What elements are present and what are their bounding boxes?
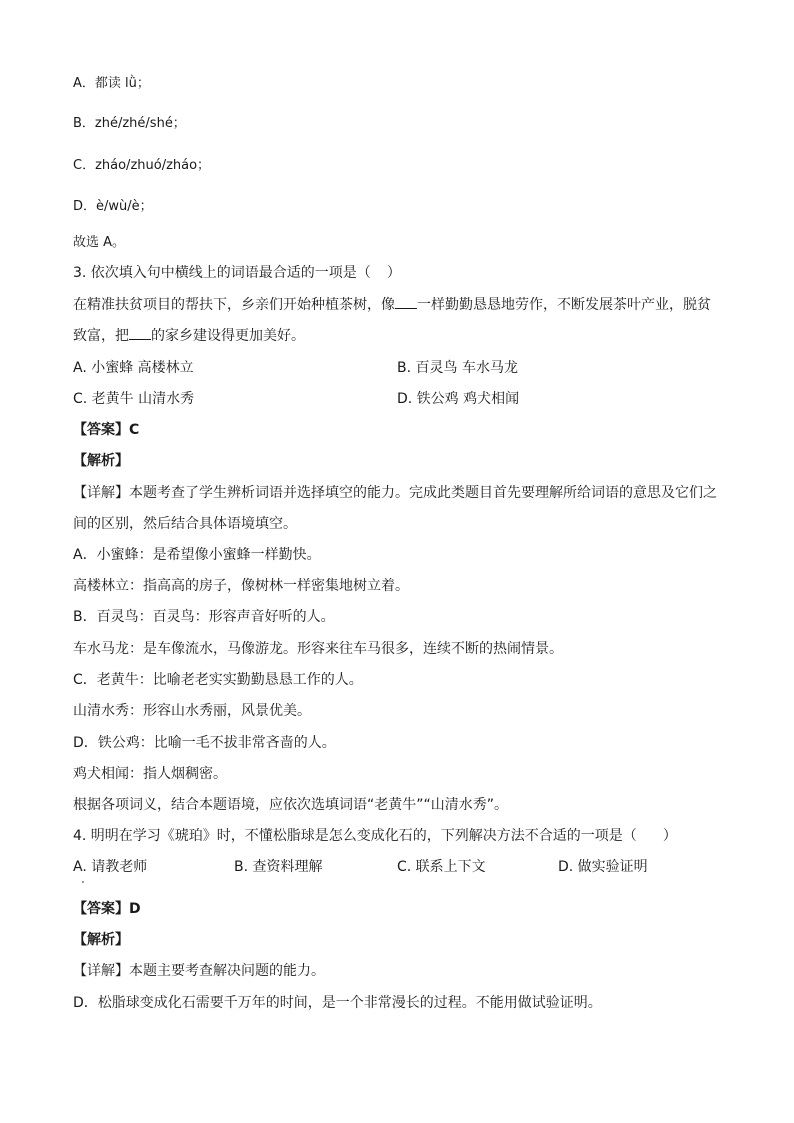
q3-explain-a2: 高楼林立：指高高的房子，像树林一样密集地树立着。 xyxy=(73,578,409,594)
prev-answer-c: C．zháo/zhuó/zháo； xyxy=(73,158,211,173)
q3-text-1b: 一样勤勤恳恳地劳作，不断发展茶叶产业，脱贫 xyxy=(417,297,711,313)
q3-explain-a1: A．小蜜蜂：是希望像小蜜蜂一样勤快。 xyxy=(73,547,321,563)
prev-conclusion: 故选 A。 xyxy=(73,235,126,250)
q4-option-c: C. 联系上下文 xyxy=(397,859,486,875)
q3-blank-2 xyxy=(129,327,151,340)
q4-answer: 【答案】D xyxy=(73,901,141,917)
q3-text-2b: 的家乡建设得更加美好。 xyxy=(151,328,305,344)
q3-text-1a: 在精准扶贫项目的帮扶下，乡亲们开始种植茶树，像 xyxy=(73,297,395,313)
q4-detail: 【详解】本题主要考查解决问题的能力。 xyxy=(73,963,325,979)
q4-explain-d: D．松脂球变成化石需要千万年的时间，是一个非常漫长的过程。不能用做试验证明。 xyxy=(73,995,602,1011)
stray-dot-mark xyxy=(82,881,84,883)
q3-explain-c1: C．老黄牛：比喻老老实实勤勤恳恳工作的人。 xyxy=(73,672,363,688)
prev-answer-d: D．è/wù/è； xyxy=(73,199,153,214)
q3-analysis-label: 【解析】 xyxy=(73,453,129,469)
q4-analysis-label: 【解析】 xyxy=(73,932,129,948)
q4-option-b: B. 查资料理解 xyxy=(234,859,323,875)
q3-explain-b1: B．百灵鸟：百灵鸟：形容声音好听的人。 xyxy=(73,609,335,625)
q3-text-line-1 xyxy=(73,296,711,314)
q3-explain-c2: 山清水秀：形容山水秀丽，风景优美。 xyxy=(73,703,311,719)
q3-answer: 【答案】C xyxy=(73,422,140,438)
q3-title xyxy=(73,264,401,282)
q3-text-line-2 xyxy=(73,327,305,345)
q3-explain-d2: 鸡犬相闻：指人烟稠密。 xyxy=(73,766,227,782)
q4-title-bracket: ） xyxy=(662,828,677,844)
q3-detail-1: 【详解】本题考查了学生辨析词语并选择填空的能力。完成此类题目首先要理解所给词语的意思及它们之 xyxy=(73,485,717,501)
q3-text-2a: 致富，把 xyxy=(73,328,129,344)
q3-explain-b2: 车水马龙：是车像流水，马像游龙。形容来往车马很多，连续不断的热闹情景。 xyxy=(73,641,563,657)
q3-option-d: D. 铁公鸡 鸡犬相闻 xyxy=(397,391,520,407)
q3-option-a: A. 小蜜蜂 高楼林立 xyxy=(73,360,194,376)
q4-title-text: 4. 明明在学习《琥珀》时，不懂松脂球是怎么变成化石的，下列解决方法不合适的一项是（ xyxy=(73,828,637,844)
q3-title-text: 3. 依次填入句中横线上的词语最合适的一项是（ xyxy=(73,265,371,281)
q3-summary: 根据各项词义，结合本题语境，应依次选填词语“老黄牛”“山清水秀”。 xyxy=(73,797,509,813)
q3-option-b: B. 百灵鸟 车水马龙 xyxy=(397,360,518,376)
q4-title xyxy=(73,827,677,845)
q4-option-d: D. 做实验证明 xyxy=(558,859,648,875)
prev-answer-a: A．都读 lǜ； xyxy=(73,76,150,91)
q3-detail-2: 间的区别，然后结合具体语境填空。 xyxy=(73,516,297,532)
q3-title-bracket: ） xyxy=(386,265,401,281)
q3-option-c: C. 老黄牛 山清水秀 xyxy=(73,391,195,407)
q3-blank-1 xyxy=(395,296,417,309)
prev-answer-b: B．zhé/zhé/shé； xyxy=(73,116,186,131)
q4-option-a: A. 请教老师 xyxy=(73,859,148,875)
q3-explain-d1: D．铁公鸡：比喻一毛不拔非常吝啬的人。 xyxy=(73,735,336,751)
